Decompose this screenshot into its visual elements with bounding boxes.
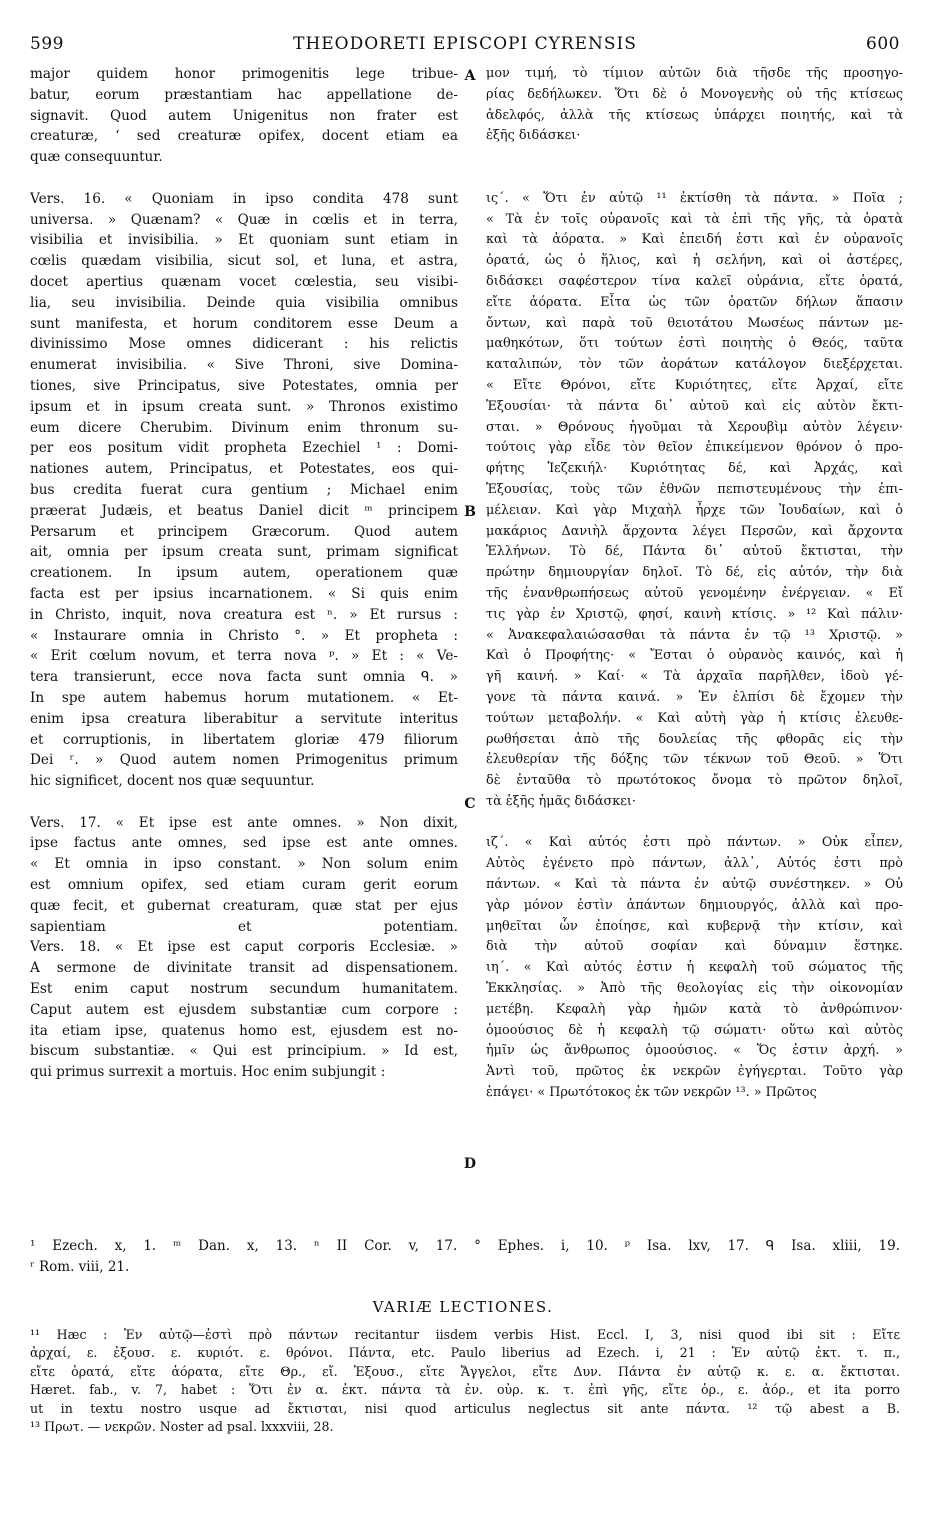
latin-text-line: sapientiam et potentiam. [30,918,458,935]
greek-text-line: μετέβη. Κεφαλὴ γὰρ ἡμῶν κατὰ τὸ ἀνθρώπινον· [486,1001,903,1017]
variae-line: ¹¹ Hæc : Ἐν αὐτῷ—ἐστὶ πρὸ πάντων recitantur iisdem verbis Hist. Eccl. I, 3, nisi quod ibi sit : Εἴτε [30,1327,900,1342]
latin-text-line: nationes autem, Principatus, et Potestates, eos qui- [30,461,458,478]
margin-letter-b: B [464,504,476,520]
latin-text-line: enumerat invisibilia. « Sive Throni, sive Domina- [30,357,458,374]
greek-text-line: ὁμοούσιος δὲ ἡ κεφαλὴ τῷ σώματι· οὕτω καὶ αὐτὸς [486,1022,903,1038]
greek-text-line: ἀδελφός, ἀλλὰ τῆς κτίσεως ὑπάρχει ποιητής, καὶ τὰ [486,107,903,123]
latin-text-line: et corruptionis, in libertatem gloriæ 479 filiorum [30,731,458,748]
greek-text-line: ἡμῖν ὡς ἄνθρωπος ὁμοούσιος. « Ὅς ἐστιν ἀρχή. » [486,1043,903,1059]
greek-text-line: μαθηκότων, ὅτι τούτων ἐστὶ ποιητὴς ὁ Θεός, ταῦτα [486,336,903,352]
latin-text-line: Vers. 17. « Et ipse est ante omnes. » Non dixit, [30,814,458,831]
greek-text-line: ἐλευθερίαν τῆς δόξης τῶν τέκνων τοῦ Θεοῦ. » Ὅτι [486,752,903,768]
right-page-number: 600 [866,34,900,54]
greek-text-line: μέλειαν. Καὶ γὰρ Μιχαὴλ ἦρχε τῶν Ἰουδαίων, καὶ ὁ [486,502,903,518]
latin-text-line: eum dicere Cherubim. Divinum enim thronum su- [30,419,458,436]
latin-text-line: bus credita fuerat cura gentium ; Michael enim [30,481,458,498]
margin-letter-a: A [464,68,476,84]
variae-line: ut in textu nostro usque ad ἔκτισται, nisi quod articulus neglectus sit ante πάντα. ¹² τῷ abest a B. [30,1400,900,1416]
footnote-line: ¹ Ezech. x, 1. ᵐ Dan. x, 13. ⁿ II Cor. v, 17. ° Ephes. i, 10. ᵖ Isa. lxv, 17. ᑫ Isa. xliii, 19. [30,1238,900,1254]
greek-text-line: τὰ ἑξῆς ἡμᾶς διδάσκει· [486,793,636,809]
latin-text-line: Vers. 18. « Et ipse est caput corporis Ecclesiæ. » [30,939,458,956]
latin-text-line: « Et omnia in ipso constant. » Non solum enim [30,856,458,873]
variae-line: ἀρχαί, ε. ἐξουσ. ε. κυριότ. ε. θρόνοι. Πάντα, etc. Paulo liberius ad Ezech. i, 21 : Ἐν αὐτῷ ἐκτ. τ. π., [30,1345,900,1361]
greek-text-line: ἑξῆς διδάσκει· [486,128,581,144]
margin-letter-c: C [464,796,476,812]
greek-text-line: πάντων. « Καὶ τὰ πάντα ἐν αὐτῷ συνέστηκεν. » Οὐ [486,877,903,893]
greek-text-line: ἐπάγει· « Πρωτότοκος ἐκ τῶν νεκρῶν ¹³. » Πρῶτος [486,1085,817,1101]
latin-text-line: batur, eorum præstantiam hac appellatione de- [30,86,458,103]
latin-text-line: major quidem honor primogenitis lege tribue- [30,66,458,82]
latin-text-line: A sermone de divinitate transit ad dispensationem. [30,960,458,977]
latin-text-line: ipsum et in ipsum creata sunt. » Thronos existimo [30,398,458,415]
greek-text-line: ιζ΄. « Καὶ αὐτός ἐστι πρὸ πάντων. » Οὐκ εἶπεν, [486,835,903,851]
variae-lectiones [30,1326,900,1436]
greek-text-line: « Εἴτε Θρόνοι, εἴτε Κυριότητες, εἴτε Ἀρχαί, εἴτε [486,377,903,393]
latin-text-line: docet apertius quænam vocet cœlestia, seu visibi- [30,273,458,290]
latin-text-line: « Erit cœlum novum, et terra nova ᵖ. » Et : « Ve- [30,648,458,665]
greek-text-line: « Ἀνακεφαλαιώσασθαι τὰ πάντα ἐν τῷ ¹³ Χριστῷ. » [486,627,903,643]
latin-text-line: Dei ʳ. » Quod autem nomen Primogenitus primum [30,752,458,769]
latin-text-line: divinissimo Mose omnes didicerant : his relictis [30,336,458,353]
variae-line: Hæret. fab., v. 7, habet : Ὅτι ἐν α. ἐκτ. πάντα τὰ ἐν. οὐρ. κ. τ. ἐπὶ γῆς, εἴτε ὁρ., ε. ἀόρ., et ita porro [30,1382,900,1398]
greek-text-line: Ἐξουσίας, τοὺς τῶν ἐθνῶν πεπιστευμένους τὴν ἐπι- [486,481,903,497]
variae-line: ¹³ Πρωτ. — νεκρῶν. Noster ad psal. lxxxviii, 28. [30,1419,334,1435]
variae-lectiones-title: VARIÆ LECTIONES. [372,1298,554,1316]
greek-text-line: τούτων μεταβολήν. « Καὶ αὐτὴ γὰρ ἡ κτίσις ἐλευθε- [486,710,903,726]
latin-column [30,64,458,1083]
greek-blank-line [486,168,903,189]
latin-text-line: tera transierunt, ecce nova facta sunt omnia ᑫ. » [30,669,458,686]
greek-text-line: Αὐτὸς ἐγένετο πρὸ πάντων, ἀλλ᾿, Αὐτός ἐστι πρὸ [486,856,903,872]
footnotes [30,1236,900,1278]
greek-column [486,64,903,1104]
latin-text-line: Caput autem est ejusdem substantiæ cum corpore : [30,1001,458,1018]
greek-blank-line [486,147,903,168]
greek-text-line: ὄντων, καὶ παρὰ τοῦ θειοτάτου Μωσέως πάντων με- [486,315,903,331]
greek-text-line: γὰρ μόνον ἐστὶν ἁπάντων δημιουργός, ἀλλὰ καὶ προ- [486,897,903,913]
latin-blank-line [30,792,458,813]
running-header [30,34,900,60]
latin-text-line: facta est per ipsius incarnationem. « Si quis enim [30,585,458,602]
greek-text-line: μον τιμή, τὸ τίμιον αὐτῶν διὰ τῆσδε τῆς προσηγο- [486,66,903,81]
latin-text-line: Persarum et principem Græcorum. Quod autem [30,523,458,540]
greek-text-line: ιη΄. « Καὶ αὐτός ἐστιν ἡ κεφαλὴ τοῦ σώματος τῆς [486,960,903,976]
latin-text-line: creationem. In ipsum autem, operationem quæ [30,565,458,582]
greek-text-line: ρωθήσεται ἀπὸ τῆς δουλείας τῆς φθορᾶς εἰς τὴν [486,731,903,747]
greek-text-line: διδάσκει σαφέστερον τίνα καλεῖ οὐράνια, εἴτε ὁρατά, [486,273,903,289]
latin-text-line: ait, omnia per ipsum creata sunt, primam significat [30,544,458,561]
latin-text-line: biscum substantiæ. « Qui est principium. » Id est, [30,1043,458,1060]
variae-line: εἴτε ὁρατά, εἴτε ἀόρατα, εἴτε Θρ., εἴ. Ἐξουσ., εἴτε Ἄγγελοι, εἴτε Δυν. Πάντα ἐν αὐτῷ κ. ε. α. ἔκτισται. [30,1363,900,1379]
greek-text-line: εἴτε ἀόρατα. Εἶτα ὡς τῶν ὁρατῶν δήλων ἅπασιν [486,294,903,310]
running-title: THEODORETI EPISCOPI CYRENSIS [293,34,637,54]
greek-text-line: διὰ τὴν αὐτοῦ σοφίαν καὶ δύναμιν ἕστηκε. [486,939,903,955]
latin-text-line: in Christo, inquit, nova creatura est ⁿ. » Et rursus : [30,606,458,623]
latin-text-line: hic significet, docent nos quæ sequuntur. [30,773,315,790]
latin-text-line: Vers. 16. « Quoniam in ipso condita 478 sunt [30,190,458,207]
latin-text-line: tiones, sive Principatus, sive Potestates, omnia per [30,377,458,394]
latin-text-line: enim ipsa creatura liberabitur a servitute interitus [30,710,458,727]
latin-text-line: Est enim caput nostrum secundum humanitatem. [30,981,458,998]
greek-text-line: Ἀντὶ τοῦ, πρῶτος ἐκ νεκρῶν ἐγήγερται. Τοῦτο γὰρ [486,1064,903,1080]
latin-text-line: lia, seu invisibilia. Deinde quia visibilia omnibus [30,294,458,311]
latin-text-line: præerat Judæis, et beatus Daniel dicit ᵐ principem [30,502,458,519]
latin-text-line: In spe autem habemus horum mutationem. « Et- [30,689,458,706]
latin-text-line: universa. » Quænam? « Quæ in cœlis et in terra, [30,211,458,228]
latin-text-line: « Instaurare omnia in Christo °. » Et propheta : [30,627,458,644]
latin-text-line: ita etiam ipse, quatenus homo est, ejusdem est no- [30,1022,458,1039]
left-page-number: 599 [30,34,64,54]
greek-text-line: καὶ τὰ ἀόρατα. » Καὶ ἐπειδή ἐστι καὶ ἐν οὐρανοῖς [486,232,903,248]
greek-text-line: ις΄. « Ὅτι ἐν αὐτῷ ¹¹ ἐκτίσθη τὰ πάντα. » Ποῖα ; [486,190,903,206]
latin-text-line: per eos positum vidit propheta Ezechiel ¹ : Domi- [30,440,458,457]
greek-text-line: σται. » Θρόνους ἡγοῦμαι τὰ Χερουβὶμ αὐτὸν λέγειν· [486,419,903,435]
greek-text-line: Καὶ ὁ Προφήτης· « Ἔσται ὁ οὐρανὸς καινός, καὶ ἡ [486,648,903,664]
greek-text-line: μηθεῖται ὧν ἐποίησε, καὶ κυβερνᾷ τὴν κτίσιν, καὶ [486,918,903,934]
greek-text-line: γῆ καινή. » Καί· « Τὰ ἀρχαῖα παρῆλθεν, ἰδοὺ γέ- [486,669,903,685]
latin-text-line: quæ fecit, et gubernat creaturam, quæ stat per ejus [30,897,458,914]
greek-text-line: πρώτην δημιουργίαν δηλοῖ. Τὸ δέ, εἰς αὐτόν, τὴν διὰ [486,565,903,581]
latin-text-line: sunt manifesta, et horum conditorem esse Deum a [30,315,458,332]
footnote-line: ʳ Rom. viii, 21. [30,1259,130,1275]
latin-text-line: ipse factus ante omnes, sed ipse est ante omnes. [30,835,458,852]
latin-blank-line [30,168,458,189]
latin-text-line: qui primus surrexit a mortuis. Hoc enim subjungit : [30,1064,386,1081]
latin-text-line: visibilia et invisibilia. » Et quoniam sunt etiam in [30,232,458,249]
latin-text-line: est omnium opifex, sed etiam curam gerit eorum [30,877,458,894]
greek-blank-line [486,813,903,834]
greek-text-line: μακάριος Δανιὴλ ἄρχοντα λέγει Περσῶν, καὶ ἄρχοντα [486,523,903,539]
greek-text-line: φήτης Ἰεζεκιήλ· Κυριότητας δέ, καὶ Ἀρχάς, καὶ [486,461,903,477]
greek-text-line: « Τὰ ἐν τοῖς οὐρανοῖς καὶ τὰ ἐπὶ τῆς γῆς, τὰ ὁρατὰ [486,211,903,227]
greek-text-line: καταλιπών, τὸν τῶν ἀοράτων κατάλογον διεξέρχεται. [486,357,903,373]
latin-text-line: creaturæ, ‘ sed creaturæ opifex, docent etiam ea [30,128,458,145]
greek-text-line: Ἑλλήνων. Τὸ δέ, Πάντα δι᾿ αὐτοῦ ἔκτισται, τὴν [486,544,903,560]
greek-text-line: ὁρατά, ὡς ὁ ἥλιος, καὶ ἡ σελήνη, καὶ οἱ ἀστέρες, [486,253,903,269]
latin-text-line: signavit. Quod autem Unigenitus non frater est [30,107,458,124]
latin-text-line: quæ consequuntur. [30,149,163,166]
greek-text-line: Ἐξουσίαι· τὰ πάντα δι᾿ αὐτοῦ καὶ εἰς αὐτὸν ἔκτι- [486,398,903,414]
greek-text-line: δὲ ἐνταῦθα τὸ πρωτότοκος ὄνομα τὸ πρῶτον δηλοῖ, [486,773,903,789]
greek-text-line: γονε τὰ πάντα καινά. » Ἐν ἐλπίσι δὲ ἔχομεν τὴν [486,689,903,705]
greek-text-line: Ἐκκλησίας. » Ἀπὸ τῆς θεολογίας εἰς τὴν οἰκονομίαν [486,981,903,997]
margin-letter-d: D [463,1156,477,1172]
greek-text-line: ρίας δεδήλωκεν. Ὅτι δὲ ὁ Μονογενὴς οὐ τῆς κτίσεως [486,86,903,102]
greek-text-line: τις γὰρ ἐν Χριστῷ, φησί, καινὴ κτίσις. » ¹² Καὶ πάλιν· [486,606,903,622]
greek-text-line: τούτοις γὰρ εἶδε τὸν θεῖον ἐπικείμενον θρόνον ὁ προ- [486,440,903,456]
latin-text-line: cœlis quædam visibilia, sicut sol, et luna, et astra, [30,253,458,270]
greek-text-line: τῆς ἐνανθρωπήσεως αὐτοῦ γενομένην ἐνέργειαν. « Εἴ [486,585,903,601]
